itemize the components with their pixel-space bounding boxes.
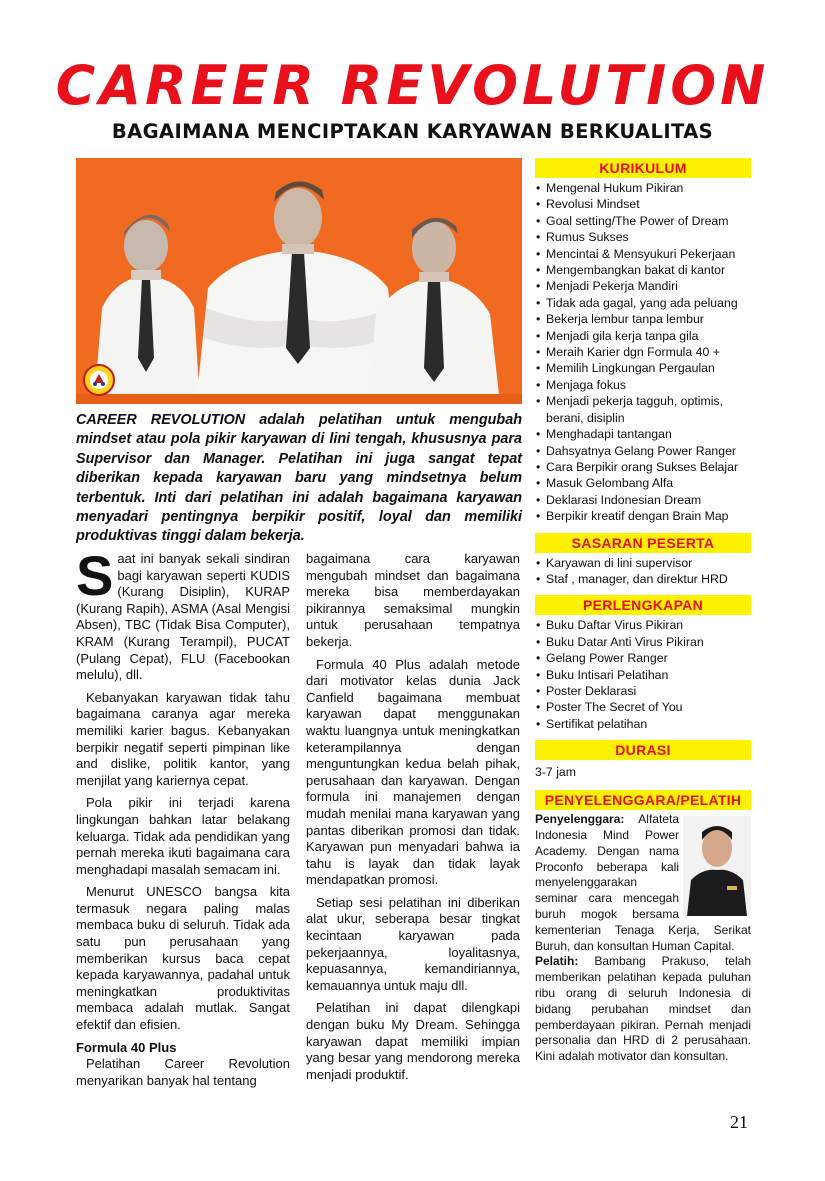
list-item: • Karyawan di lini supervisor	[536, 555, 693, 570]
bullet-icon: •	[536, 667, 541, 682]
page-number: 21	[730, 1112, 748, 1132]
bullet-icon: •	[536, 651, 541, 666]
article-paragraph: Formula 40 Plus adalah metode dari motivator kelas dunia Jack Canfield bagaimana membuat karyawan dapat menggunakan waktu luangnya untuk meningkatkan keterampilannya dengan menguntungkan kedua belah pihak, perusahaan dan karyawan. Dengan formula ini manajemen dengan mudah menilai mana karyawan yang pantas diberikan promosi dan tidak. Karyawan pun menyadari bahwa ia tahu is layak dan tidak layak mendapatkan promosi.	[306, 656, 520, 888]
list-item: • Buku Datar Anti Virus Pikiran	[536, 634, 704, 649]
list-item: • Cara Berpikir orang Sukses Belajar	[536, 459, 739, 474]
bullet-icon: •	[536, 427, 541, 442]
bullet-icon: •	[536, 345, 541, 360]
durasi-value: 3-7 jam	[535, 765, 577, 780]
list-item: • Sertifikat pelatihan	[536, 716, 648, 731]
penyelenggara-heading: PENYELENGGARA/PELATIH	[535, 790, 751, 810]
section-subheading: Formula 40 Plus	[76, 1039, 177, 1055]
list-item: • Memilih Lingkungan Pergaulan	[536, 361, 715, 376]
list-item: • Poster The Secret of You	[536, 700, 683, 715]
kurikulum-heading: KURIKULUM	[535, 158, 751, 178]
article-column-2	[306, 551, 520, 1089]
bullet-icon: •	[536, 634, 541, 649]
kurikulum-list	[535, 180, 751, 525]
list-item: • Rumus Sukses	[536, 230, 629, 245]
list-item: • Mengembangkan bakat di kantor	[536, 263, 726, 278]
bullet-icon: •	[536, 555, 541, 570]
bullet-icon: •	[536, 618, 541, 633]
bullet-icon: •	[536, 197, 541, 212]
list-item: • Mencintai & Mensyukuri Pekerjaan	[536, 246, 736, 261]
drop-cap: S	[76, 544, 114, 607]
perlengkapan-list	[535, 617, 751, 732]
bullet-icon: •	[536, 377, 541, 392]
bullet-icon: •	[536, 476, 541, 491]
bullet-icon: •	[536, 683, 541, 698]
bullet-icon: •	[536, 716, 541, 731]
sidebar	[535, 158, 751, 1065]
article-paragraph: Kebanyakan karyawan tidak tahu bagaimana caranya agar mereka memiliki karier bagus. Kebanyakan berpikir negatif seperti pimpinan like and dislike, politik kantor, yang menjilat yang kariernya cepat.	[76, 689, 290, 788]
bullet-icon: •	[536, 459, 541, 474]
list-item: • Masuk Gelombang Alfa	[536, 476, 674, 491]
list-item: • Mengenal Hukum Pikiran	[536, 181, 684, 195]
list-item: • Menjadi pekerja tagguh, optimis, berani, disiplin	[536, 394, 724, 425]
list-item: • Buku Daftar Virus Pikiran	[536, 618, 684, 633]
intro-paragraph: CAREER REVOLUTION adalah pelatihan untuk mengubah mindset atau pola pikir karyawan di lini tengah, khususnya para Supervisor dan Manager. Pelatihan ini juga sangat tepat diberikan kepada karyawan baru yang mindsetnya belum terbentuk. Inti dari pelatihan ini adalah bagaimana karyawan menyadari pentingnya berpikir positif, loyal dan memiliki produktivas tinggi dalam bekerja.	[76, 412, 522, 545]
bullet-icon: •	[536, 394, 541, 409]
page-title: CAREER REVOLUTION	[55, 54, 770, 117]
list-item: • Buku Intisari Pelatihan	[536, 667, 669, 682]
bullet-icon: •	[536, 295, 541, 310]
bullet-icon: •	[536, 263, 541, 278]
perlengkapan-heading: PERLENGKAPAN	[535, 595, 751, 615]
list-item: • Revolusi Mindset	[536, 197, 640, 212]
list-item: • Menjadi gila kerja tanpa gila	[536, 328, 699, 343]
list-item: • Meraih Karier dgn Formula 40 +	[536, 345, 720, 360]
bullet-icon: •	[536, 509, 541, 524]
list-item: • Bekerja lembur tanpa lembur	[536, 312, 704, 327]
list-item: • Menjaga fokus	[536, 377, 626, 392]
trainer-label: Pelatih:	[535, 954, 579, 969]
durasi-heading: DURASI	[535, 740, 751, 760]
organizer-text: Alfateta Indonesia Mind Power Academy. Dengan nama Proconfo beberapa kali menyelenggarakan seminar cara mencegah buruh mogok bersama kementerian Tenaga Kerja, Serikat Buruh, dan konsultan Human Capital.	[535, 812, 751, 953]
list-item: • Gelang Power Ranger	[536, 651, 668, 666]
organizer-label: Penyelenggara:	[535, 812, 625, 827]
article-paragraph: Pelatihan ini dapat dilengkapi dengan buku My Dream. Sehingga karyawan dapat memiliki impian yang besar yang mendorong mereka menjadi produktif.	[306, 1000, 520, 1082]
bullet-icon: •	[536, 230, 541, 245]
bullet-icon: •	[536, 571, 541, 586]
hero-photo	[76, 158, 522, 404]
list-item: • Goal setting/The Power of Dream	[536, 213, 729, 228]
bullet-icon: •	[536, 443, 541, 458]
trainer-photo	[683, 816, 751, 916]
organizer-block	[535, 812, 751, 1065]
bullet-icon: •	[536, 312, 541, 327]
list-item: • Tidak ada gagal, yang ada peluang	[536, 295, 738, 310]
bullet-icon: •	[536, 213, 541, 228]
bullet-icon: •	[536, 181, 541, 195]
bullet-icon: •	[536, 492, 541, 507]
bullet-icon: •	[536, 700, 541, 715]
list-item: • Deklarasi Indonesian Dream	[536, 492, 702, 507]
article-paragraph: Saat ini banyak sekali sindiran bagi karyawan seperti KUDIS (Kurang Disiplin), KURAP (Kurang Rapih), ASMA (Asal Mengisi Absen), TBC (Tidak Bisa Computer), KRAM (Kurang Terampil), PUCAT (Pulang Cepat), FLU (Facebookan melulu), dll.	[76, 544, 290, 683]
logo-badge	[83, 364, 115, 396]
page-subtitle: BAGAIMANA MENCIPTAKAN KARYAWAN BERKUALITAS	[111, 120, 714, 143]
article-paragraph: Pelatihan Career Revolution menyarikan banyak hal tentang	[76, 1056, 290, 1088]
article-paragraph: bagaimana cara karyawan mengubah mindset dan bagaimana mereka bisa memberdayakan pikirannya semaksimal mungkin untuk perusahaan tempatnya bekerja.	[306, 551, 520, 649]
trainer-text: Bambang Prakuso, telah memberikan pelatihan kepada puluhan ribu orang di seluruh Indonesia di bidang perubahan mindset dan pemberdayaan pikiran. Pernah menjadi personalia dan HRD di 2 perusahaan. Kini adalah motivator dan konsultan.	[535, 954, 751, 1064]
list-item: • Menjadi Pekerja Mandiri	[536, 279, 678, 294]
list-item: • Menghadapi tantangan	[536, 427, 672, 442]
list-item: • Poster Deklarasi	[536, 683, 637, 698]
sasaran-list	[535, 555, 751, 588]
article-column-1	[76, 544, 290, 1095]
list-item: • Berpikir kreatif dengan Brain Map	[536, 509, 729, 524]
article-paragraph: Pola pikir ini terjadi karena lingkungan bahkan latar belakang keluarga. Tidak ada pendidikan yang pernah mereka ikuti bagaimana cara menghadapi masalah semacam ini.	[76, 795, 290, 877]
list-item: • Staf , manager, dan direktur HRD	[536, 571, 728, 586]
bullet-icon: •	[536, 246, 541, 261]
three-employees-illustration	[76, 158, 522, 404]
bullet-icon: •	[536, 361, 541, 376]
list-item: • Dahsyatnya Gelang Power Ranger	[536, 443, 737, 458]
sasaran-heading: SASARAN PESERTA	[535, 533, 751, 553]
article-paragraph: Setiap sesi pelatihan ini diberikan alat ukur, seberapa besar tingkat kecintaan karyawan pada pekerjaannya, loyalitasnya, kepuasannya, kemandiriannya, kemauannya untuk maju dll.	[306, 894, 520, 993]
bullet-icon: •	[536, 328, 541, 343]
article-paragraph: Menurut UNESCO bangsa kita termasuk negara paling malas membaca buku di seluruh. Tidak ada satu pun perusahaan yang memberikan kursus baca cepat kepada karyawannya, padahal untuk meningkatkan produktivitas membaca adalah mutlak. Sangat efektif dan efisien.	[76, 884, 290, 1033]
bullet-icon: •	[536, 279, 541, 294]
